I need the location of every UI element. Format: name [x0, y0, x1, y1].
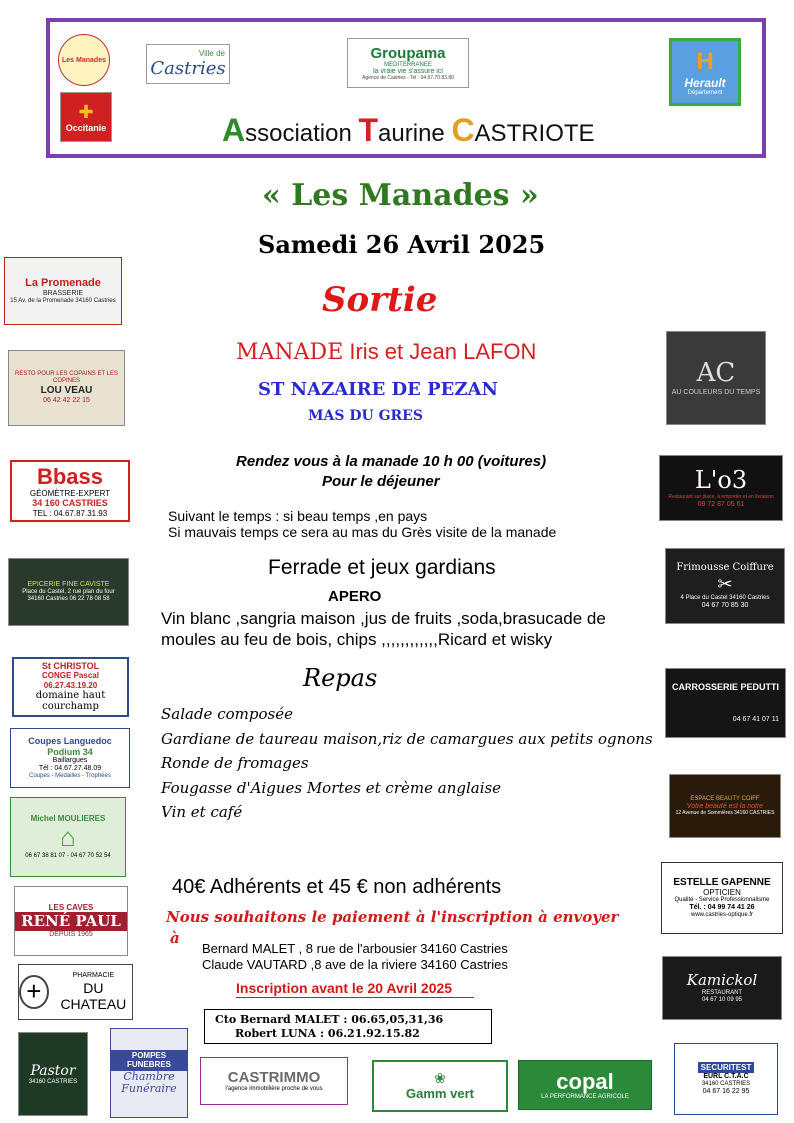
event-date: Samedi 26 Avril 2025 — [258, 230, 546, 259]
herault-logo: H Herault Département — [669, 38, 741, 106]
dejeuner-text: Pour le déjeuner — [322, 473, 440, 490]
sponsor-carrosserie-pedutti: CARROSSERIE PEDUTTI 04 67 41 07 11 — [665, 668, 786, 738]
contact-box — [204, 1009, 492, 1044]
inscription-deadline: Inscription avant le 20 Avril 2025 — [236, 980, 474, 998]
sponsor-castrimmo: CASTRIMMO l'agence immobilière proche de vous — [200, 1057, 348, 1105]
contact-line-2: Robert LUNA : 06.21.92.15.82 — [235, 1027, 420, 1040]
sponsor-lo3: L'o3 Restaurant sur place, à emporter et en livraison 09 72 87 05 61 — [659, 455, 783, 521]
sponsor-bbass: Bbass GÉOMÈTRE-EXPERT 34 160 CASTRIES TEL : 04.67.87.31.93 — [10, 460, 130, 522]
event-place: ST NAZAIRE DE PEZAN — [258, 379, 498, 400]
sponsor-epicerie: EPICERIE FINE CAVISTE Place du Castel, 2 rue plan du four 34160 Castries 06 22 78 08 58 — [8, 558, 129, 626]
event-place-sub: MAS DU GRES — [308, 408, 423, 424]
sponsor-coupes-languedoc: Coupes Languedoc Podium 34 Baillargues Tél : 04.67.27.48.09 Coupes - Medailles - Trophées — [10, 728, 130, 788]
repas-heading: Repas — [303, 664, 378, 692]
rendezvous-text: Rendez vous à la manade 10 h 00 (voitures) — [236, 453, 547, 470]
occitanie-logo: ✚ Occitanie — [60, 92, 112, 142]
sponsor-lou-veau: RESTO POUR LES COPAINS ET LES COPINES LOU VEAU 06 42 42 22 15 — [8, 350, 125, 426]
menu-item: Fougasse d'Aigues Mortes et crème anglaise — [161, 778, 502, 797]
scissors-icon: ✂ — [717, 573, 733, 594]
sponsor-pompes-funebres: POMPES FUNEBRES Chambre Funéraire — [110, 1028, 188, 1118]
paiement-a: à — [170, 929, 180, 947]
menu-item: Salade composée — [161, 705, 293, 723]
association-title: Association Taurine CASTRIOTE — [222, 112, 595, 148]
sponsor-rene-paul: LES CAVES RENÉ PAUL DEPUIS 1965 — [14, 886, 128, 956]
event-sortie: Sortie — [322, 280, 438, 320]
sponsor-securitest: SECURITEST EURL C.T.A.C 34160 CASTRIES 04 67 16 22 95 — [674, 1043, 778, 1115]
contact-line-1: Cto Bernard MALET : 06.65,05,31,36 — [215, 1013, 444, 1026]
assoc-taurine-logo: Les Manades — [58, 34, 110, 86]
event-title: « Les Manades » — [262, 178, 539, 213]
sponsor-estelle-gapenne: ESTELLE GAPENNE OPTICIEN Qualité - Service Professionnalisme Tél. : 04 99 74 41 26 www.castries-optique.fr — [661, 862, 783, 934]
apero-text: Vin blanc ,sangria maison ,jus de fruits ,soda,brasucade de moules au feu de bois, chips ,,,,,,,,,,,,Ricard et wisky — [161, 609, 606, 649]
address-line-2: Claude VAUTARD ,8 ave de la riviere 34160 Castries — [202, 957, 508, 972]
sponsor-pastor: Pastor 34160 CASTRIES — [18, 1032, 88, 1116]
sponsor-espace-beauty: ESPACE BEAUTY COIFF Votre beauté est la notre 12 Avenue de Sommières 34160 CASTRIES — [669, 774, 781, 838]
sponsor-frimousse-coiffure: Frimousse Coiffure ✂ 4 Place du Castel 34160 Castries 04 67 70 85 30 — [665, 548, 785, 624]
menu-item: Gardiane de taureau maison,riz de camargues aux petits ognons — [161, 729, 653, 748]
menu-item: Ronde de fromages — [161, 754, 309, 772]
sponsor-haut-courchamp: St CHRISTOL CONGE Pascal 06.27.43.19.20 domaine haut courchamp — [12, 657, 129, 717]
weather-line-2: Si mauvais temps ce sera au mas du Grès visite de la manade — [168, 524, 557, 540]
sponsor-gamm-vert: ❀ Gamm vert — [372, 1060, 508, 1112]
sponsor-kamickol: Kamickol RESTAURANT 04 67 10 09 95 — [662, 956, 782, 1020]
groupama-logo: Groupama MEDITERRANEE la vraie vie s'assure ici Agence de Castries - Tel : 04.67.70.83.80 — [347, 38, 469, 88]
menu-item: Vin et café — [161, 803, 243, 821]
sponsor-michel-moulieres: Michel MOULIERES ⌂ 06 67 38 81 07 - 04 67 70 52 54 — [10, 797, 126, 877]
manade-name: MANADE Iris et Jean LAFON — [236, 339, 537, 365]
sponsor-couleurs-du-temps: AC AU COULEURS DU TEMPS — [666, 331, 766, 425]
ferrade-text: Ferrade et jeux gardians — [268, 556, 496, 579]
leaf-icon: ❀ — [434, 1070, 446, 1087]
pharmacy-cross-icon: + — [19, 975, 49, 1009]
price-text: 40€ Adhérents et 45 € non adhérents — [172, 876, 502, 898]
weather-line-1: Suivant le temps : si beau temps ,en pays — [168, 508, 428, 524]
sponsor-copal: copal LA PERFORMANCE AGRICOLE — [518, 1060, 652, 1110]
sponsor-la-promenade: La Promenade BRASSERIE 15 Av. de la Promenade 34160 Castries — [4, 257, 122, 325]
castries-logo: Ville de Castries — [146, 44, 230, 84]
paiement-text: Nous souhaitons le paiement à l'inscription à envoyer — [166, 908, 619, 926]
menu-list — [161, 702, 653, 825]
apero-heading: APERO — [328, 588, 382, 605]
sponsor-pharmacie-du-chateau: + PHARMACIE DU CHATEAU — [18, 964, 133, 1020]
address-line-1: Bernard MALET , 8 rue de l'arbousier 34160 Castries — [202, 941, 508, 956]
